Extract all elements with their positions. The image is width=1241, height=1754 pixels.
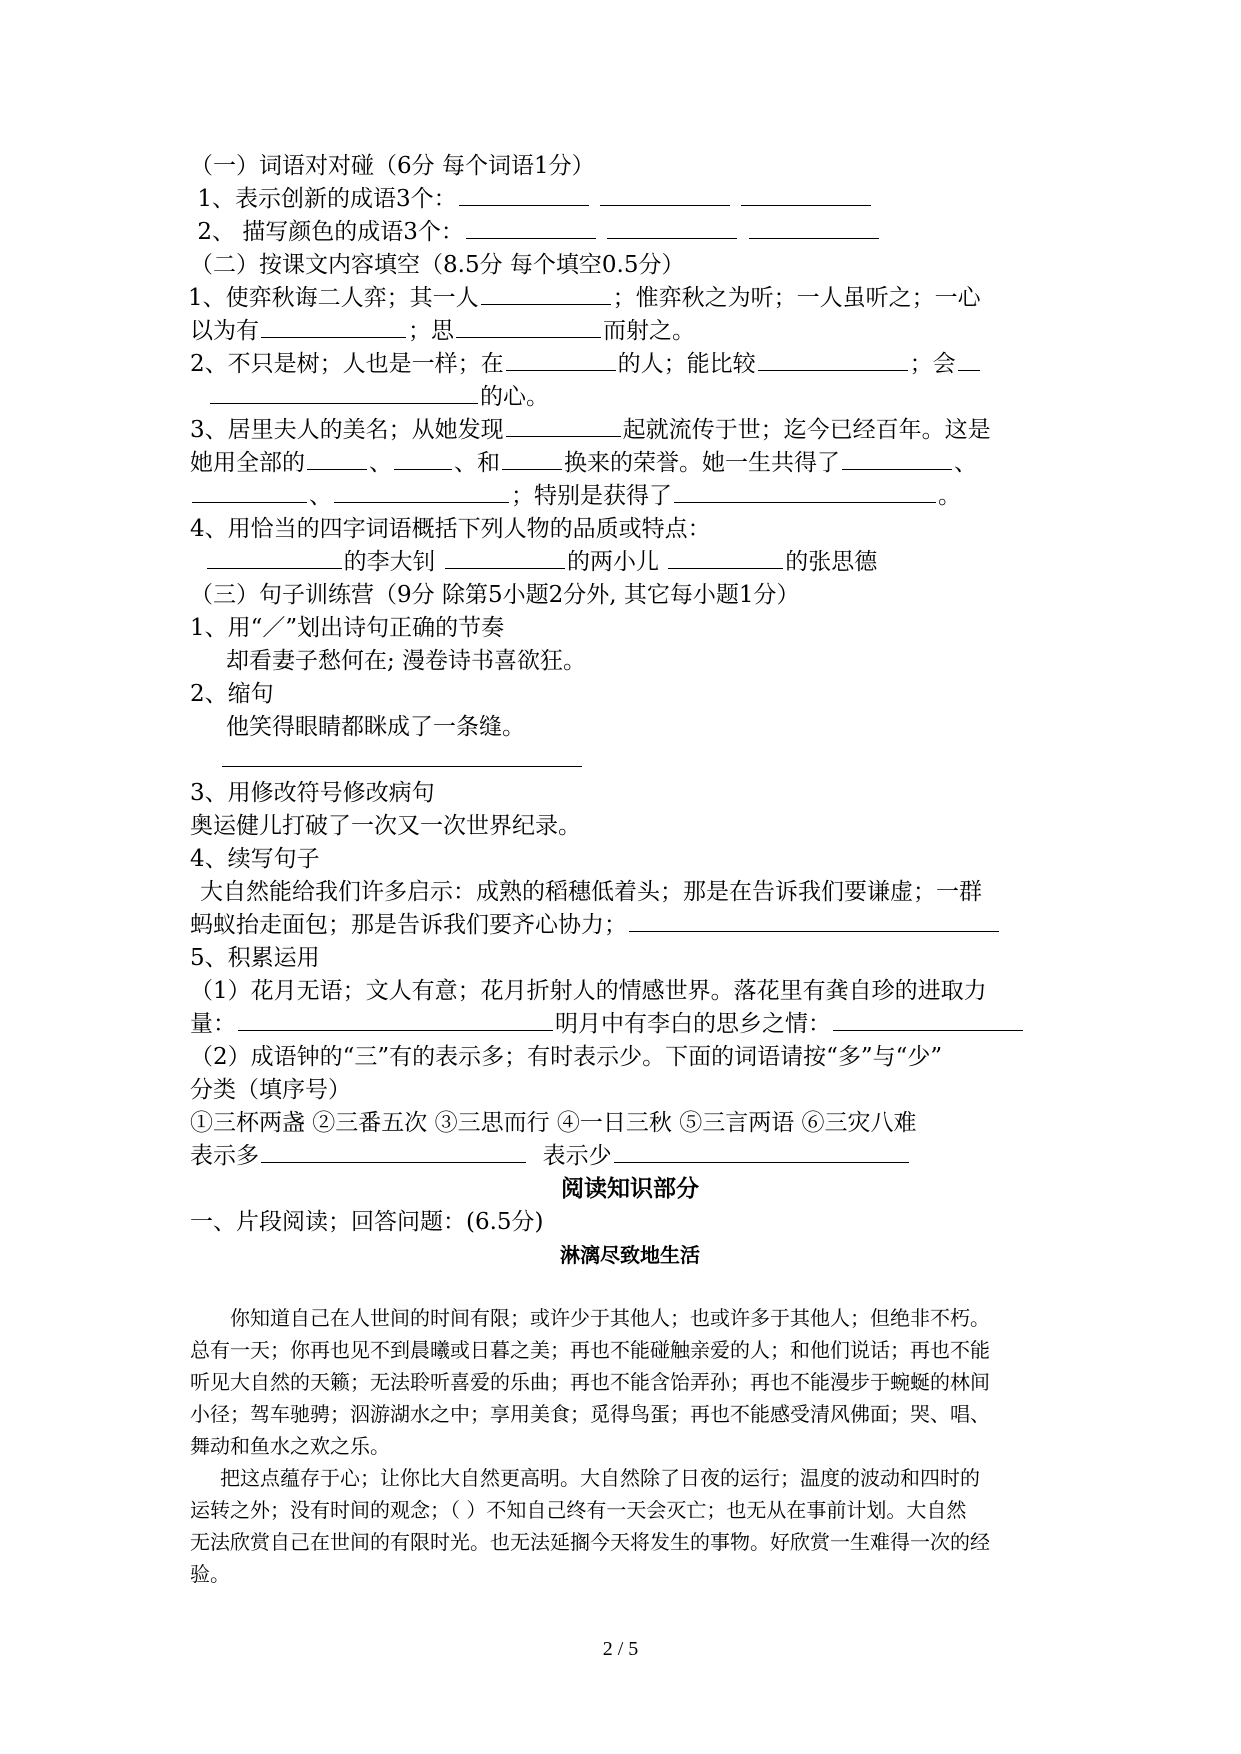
question-text: 的李大钊: [343, 549, 436, 575]
passage-line: 把这点蕴存于心；让你比大自然更高明。大自然除了日夜的运行；温度的波动和四时的: [220, 1466, 980, 1490]
question-text: 3、用修改符号修改病句: [190, 780, 435, 806]
section-3-title: （三）句子训练营（9分 除第5小题2分外, 其它每小题1分）: [190, 582, 800, 608]
question-line: [190, 216, 1070, 249]
answer-blank[interactable]: [758, 348, 908, 371]
question-text: 明月中有李白的思乡之情：: [555, 1011, 831, 1037]
question-line: [190, 183, 1070, 216]
passage-line: 你知道自己在人世间的时间有限；或许少于其他人；也或许多于其他人；但绝非不朽。: [230, 1306, 990, 1330]
answer-blank[interactable]: [207, 546, 342, 569]
question-text: 4、续写句子: [190, 846, 320, 872]
question-text: 、: [309, 483, 332, 509]
passage-line: 总有一天；你再也见不到晨曦或日暮之美；再也不能碰触亲爱的人；和他们说话；再也不能: [190, 1338, 990, 1362]
answer-blank[interactable]: [502, 447, 562, 470]
question-text: ；会: [909, 351, 956, 377]
answer-blank[interactable]: [668, 546, 783, 569]
answer-blank[interactable]: [506, 348, 616, 371]
question-line: [190, 1140, 1070, 1173]
answer-blank[interactable]: [445, 546, 565, 569]
answer-blank[interactable]: [958, 348, 980, 371]
answer-blank[interactable]: [459, 183, 589, 206]
question-line: [190, 381, 1070, 414]
answer-blank[interactable]: [466, 216, 596, 239]
reading-part-title: 一、片段阅读；回答问题：(6.5分): [190, 1209, 544, 1235]
question-line: [190, 480, 1070, 513]
question-line: [190, 348, 1070, 381]
section-2-title: （二）按课文内容填空（8.5分 每个填空0.5分）: [190, 252, 685, 278]
answer-blank[interactable]: [749, 216, 879, 239]
answer-blank[interactable]: [261, 1140, 526, 1163]
question-text: 而射之。: [603, 318, 695, 344]
question-text: 、和: [454, 450, 500, 476]
question-text: 、: [369, 450, 392, 476]
question-text: 的两小儿: [566, 549, 659, 575]
question-line: [190, 414, 1070, 447]
question-text: 的人；能比较: [617, 351, 756, 377]
answer-blank[interactable]: [210, 381, 478, 404]
question-text: 量：: [190, 1011, 236, 1037]
answer-blank[interactable]: [307, 447, 367, 470]
passage-line: 验。: [190, 1562, 230, 1586]
sentence-text: 大自然能给我们许多启示：成熟的稻穗低着头；那是在告诉我们要谦虚；一群: [200, 879, 982, 905]
exam-page: [190, 150, 1070, 1590]
question-line: [190, 1008, 1070, 1041]
answer-blank[interactable]: [456, 315, 601, 338]
question-text: 表示多: [190, 1143, 259, 1169]
question-text: ；惟弈秋之为听；一人虽听之；一心: [612, 285, 981, 311]
question-text: 以为有: [190, 318, 259, 344]
question-text: 4、用恰当的四字词语概括下列人物的品质或特点：: [190, 516, 711, 542]
question-line: [190, 447, 1070, 480]
answer-blank[interactable]: [238, 1008, 553, 1031]
section-1-title: （一）词语对对碰（6分 每个词语1分）: [190, 153, 595, 179]
answer-blank[interactable]: [334, 480, 509, 503]
idiom-list: ①三杯两盏 ②三番五次 ③三思而行 ④一日三秋 ⑤三言两语 ⑥三灾八难: [190, 1110, 917, 1136]
question-text: 2、缩句: [190, 681, 274, 707]
question-text: 3、居里夫人的美名；从她发现: [190, 417, 504, 443]
question-line: [190, 909, 1070, 942]
passage-line: 运转之外；没有时间的观念；（ ）不知自己终有一天会灭亡；也无从在事前计划。大自然: [190, 1498, 967, 1522]
answer-blank[interactable]: [614, 1140, 909, 1163]
question-text: 的张思德: [785, 549, 878, 575]
question-line: [190, 744, 1070, 777]
answer-blank[interactable]: [842, 447, 952, 470]
sentence-text: （1）花月无语；文人有意；花月折射人的情感世界。落花里有龚自珍的进取力: [190, 978, 987, 1004]
question-text: 2、不只是树；人也是一样；在: [190, 351, 504, 377]
question-text: 表示少: [542, 1143, 612, 1169]
poem-line: 却看妻子愁何在; 漫卷诗书喜欲狂。: [226, 648, 587, 674]
answer-blank[interactable]: [741, 183, 871, 206]
question-text: 的心。: [480, 384, 549, 410]
passage-line: 舞动和鱼水之欢之乐。: [190, 1434, 390, 1458]
question-line: [188, 282, 1070, 315]
answer-blank[interactable]: [607, 216, 737, 239]
question-text: 分类（填序号）: [190, 1077, 351, 1103]
question-text: 她用全部的: [190, 450, 305, 476]
answer-blank[interactable]: [192, 480, 307, 503]
question-text: ；思: [408, 318, 454, 344]
question-text: 换来的荣誉。她一生共得了: [564, 450, 840, 476]
question-text: 。: [938, 483, 961, 509]
passage-title: 淋漓尽致地生活: [560, 1243, 700, 1267]
question-text: 2、 描写颜色的成语3个：: [197, 219, 464, 245]
sentence-text: 他笑得眼睛都眯成了一条缝。: [226, 714, 525, 740]
answer-blank[interactable]: [674, 480, 936, 503]
question-text: 、: [954, 450, 977, 476]
question-text: 5、积累运用: [190, 945, 320, 971]
sentence-text: 蚂蚁抬走面包；那是告诉我们要齐心协力；: [190, 912, 627, 938]
passage-line: 小径；驾车驰骋；泅游湖水之中；享用美食；觅得鸟蛋；再也不能感受清风佛面；哭、唱、: [190, 1402, 990, 1426]
passage-paragraph-2: [190, 1462, 1070, 1590]
question-text: 1、使弈秋诲二人弈；其一人: [188, 285, 479, 311]
answer-blank[interactable]: [394, 447, 452, 470]
answer-blank[interactable]: [600, 183, 730, 206]
question-text: 1、表示创新的成语3个：: [197, 186, 457, 212]
question-text: 1、用“／”划出诗句正确的节奏: [190, 615, 505, 641]
question-line: [190, 546, 1070, 579]
passage-paragraph-1: [190, 1302, 1070, 1462]
answer-blank[interactable]: [833, 1008, 1023, 1031]
reading-heading: 阅读知识部分: [561, 1176, 699, 1202]
answer-blank[interactable]: [222, 744, 582, 767]
answer-blank[interactable]: [481, 282, 611, 305]
question-text: ；特别是获得了: [511, 483, 672, 509]
passage-line: 听见大自然的天籁；无法聆听喜爱的乐曲；再也不能含饴弄孙；再也不能漫步于蜿蜒的林间: [190, 1370, 990, 1394]
passage-line: 无法欣赏自己在世间的有限时光。也无法延搁今天将发生的事物。好欣赏一生难得一次的经: [190, 1530, 990, 1554]
question-line: [190, 315, 1070, 348]
sentence-text: 奥运健儿打破了一次又一次世界纪录。: [190, 813, 581, 839]
answer-blank[interactable]: [261, 315, 406, 338]
page-number: 2 / 5: [602, 1638, 639, 1660]
question-text: 起就流传于世；迄今已经百年。这是: [622, 417, 991, 443]
sentence-text: （2）成语钟的“三”有的表示多；有时表示少。下面的词语请按“多”与“少”: [190, 1044, 943, 1070]
answer-blank[interactable]: [629, 909, 999, 932]
answer-blank[interactable]: [506, 414, 621, 437]
